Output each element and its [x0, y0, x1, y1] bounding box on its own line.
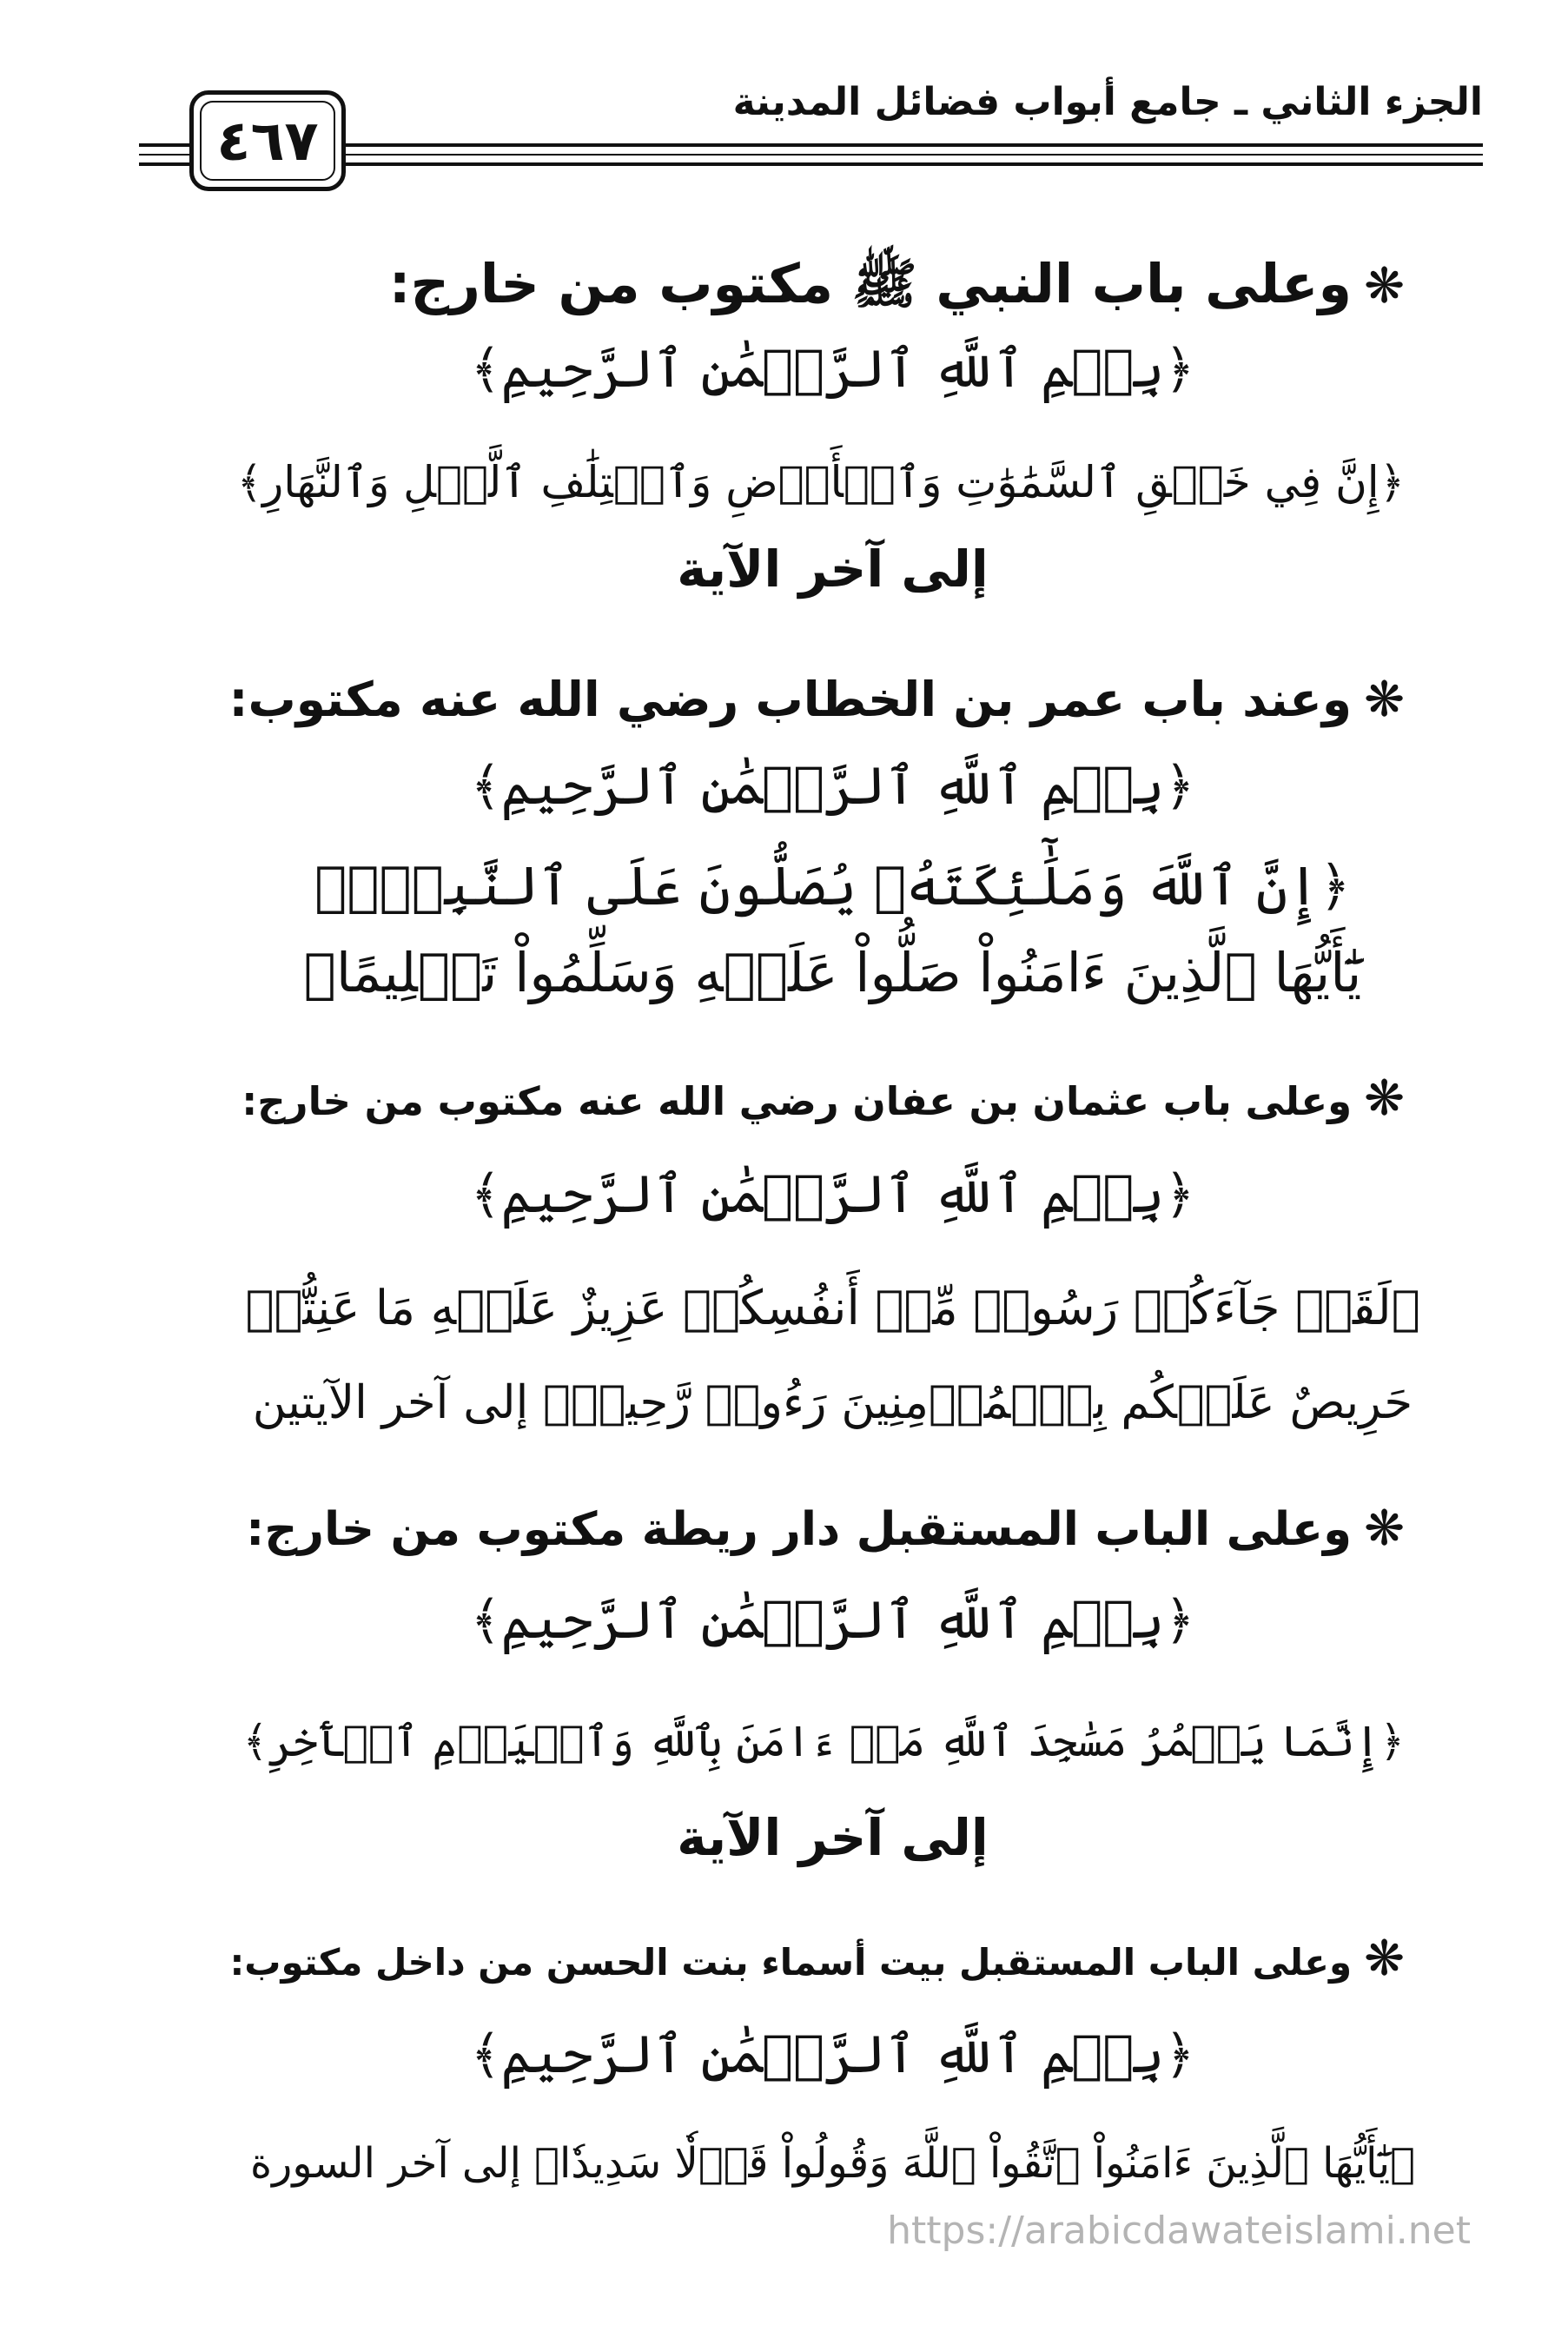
running-head: الجزء الثاني ـ جامع أبواب فضائل المدينة: [732, 80, 1483, 124]
verse-line: حَرِيصٌ عَلَيۡكُم بِٱلۡمُؤۡمِنِينَ رَءُوفٞ رَّحِيمٞ﴾ إلى آخر الآيتين: [252, 1376, 1413, 1429]
bullet-star-icon: ❋: [1364, 672, 1405, 728]
basmala: ﴿بِسۡمِ ٱللَّهِ ٱلرَّحۡمَٰنِ ٱلرَّحِيمِ﴾: [470, 1164, 1195, 1225]
verse-note: إلى آخر الآية: [677, 1808, 989, 1867]
verse-line: ﴿إِنَّ ٱللَّهَ وَمَلَٰٓئِكَتَهُۥ يُصَلُّونَ عَلَى ٱلنَّبِيِّۚ: [314, 854, 1351, 917]
bullet-star-icon: ❋: [1364, 1500, 1405, 1557]
verse-line: ﴿يَٰٓأَيُّهَا ٱلَّذِينَ ءَامَنُواْ ٱتَّقُواْ ٱللَّهَ وَقُولُواْ قَوۡلٗا سَدِيدٗا﴾ إلى آخر السورة: [250, 2139, 1415, 2188]
verse-line: يَٰٓأَيُّهَا ٱلَّذِينَ ءَامَنُواْ صَلُّواْ عَلَيۡهِ وَسَلِّمُواْ تَسۡلِيمًا﴾: [303, 941, 1362, 1004]
heading-text: وعند باب عمر بن الخطاب رضي الله عنه مكتوب:: [228, 672, 1353, 727]
basmala: ﴿بِسۡمِ ٱللَّهِ ٱلرَّحۡمَٰنِ ٱلرَّحِيمِ﴾: [470, 1590, 1195, 1651]
heading-text: وعلى الباب المستقبل دار ريطة مكتوب من خارج:: [246, 1503, 1353, 1556]
bullet-star-icon: ❋: [1364, 1931, 1405, 1987]
bullet-star-icon: ❋: [1364, 258, 1405, 315]
section-heading: [229, 1920, 1405, 2002]
basmala: ﴿بِسۡمِ ٱللَّهِ ٱلرَّحۡمَٰنِ ٱلرَّحِيمِ﴾: [470, 756, 1195, 817]
bullet-star-icon: ❋: [1364, 1070, 1405, 1127]
verse-note: إلى آخر الآية: [677, 540, 989, 599]
basmala: ﴿بِسۡمِ ٱللَّهِ ٱلرَّحۡمَٰنِ ٱلرَّحِيمِ﴾: [470, 339, 1195, 400]
section-heading: [229, 660, 1405, 739]
verse-line: ﴿إِنَّ فِي خَلۡقِ ٱلسَّمَٰوَٰتِ وَٱلۡأَرۡضِ وَٱخۡتِلَٰفِ ٱلَّيۡلِ وَٱلنَّهَارِ﴾: [236, 457, 1405, 507]
watermark-url: https://arabicdawateislami.net: [887, 2209, 1471, 2253]
page-number-frame: [189, 90, 346, 191]
heading-text: وعلى باب النبي ﷺ مكتوب من خارج:: [388, 252, 1353, 315]
heading-text: وعلى باب عثمان بن عفان رضي الله عنه مكتوب من خارج:: [241, 1078, 1353, 1124]
heading-text: وعلى الباب المستقبل بيت أسماء بنت الحسن من داخل مكتوب:: [229, 1941, 1353, 1984]
section-heading: [241, 1060, 1405, 1141]
page-number: ٤٦٧: [216, 109, 319, 174]
basmala: ﴿بِسۡمِ ٱللَّهِ ٱلرَّحۡمَٰنِ ٱلرَّحِيمِ﴾: [470, 2024, 1195, 2085]
section-heading: [246, 1490, 1405, 1569]
verse-line: ﴿لَقَدۡ جَآءَكُمۡ رَسُولٞ مِّنۡ أَنفُسِكُمۡ عَزِيزٌ عَلَيۡهِ مَا عَنِتُّمۡ: [245, 1280, 1420, 1335]
verse-line: ﴿إِنَّمَا يَعۡمُرُ مَسَٰجِدَ ٱللَّهِ مَنۡ ءَامَنَ بِٱللَّهِ وَٱلۡيَوۡمِ ٱلۡأٓخِرِ﴾: [242, 1717, 1405, 1766]
section-heading: [389, 245, 1405, 326]
